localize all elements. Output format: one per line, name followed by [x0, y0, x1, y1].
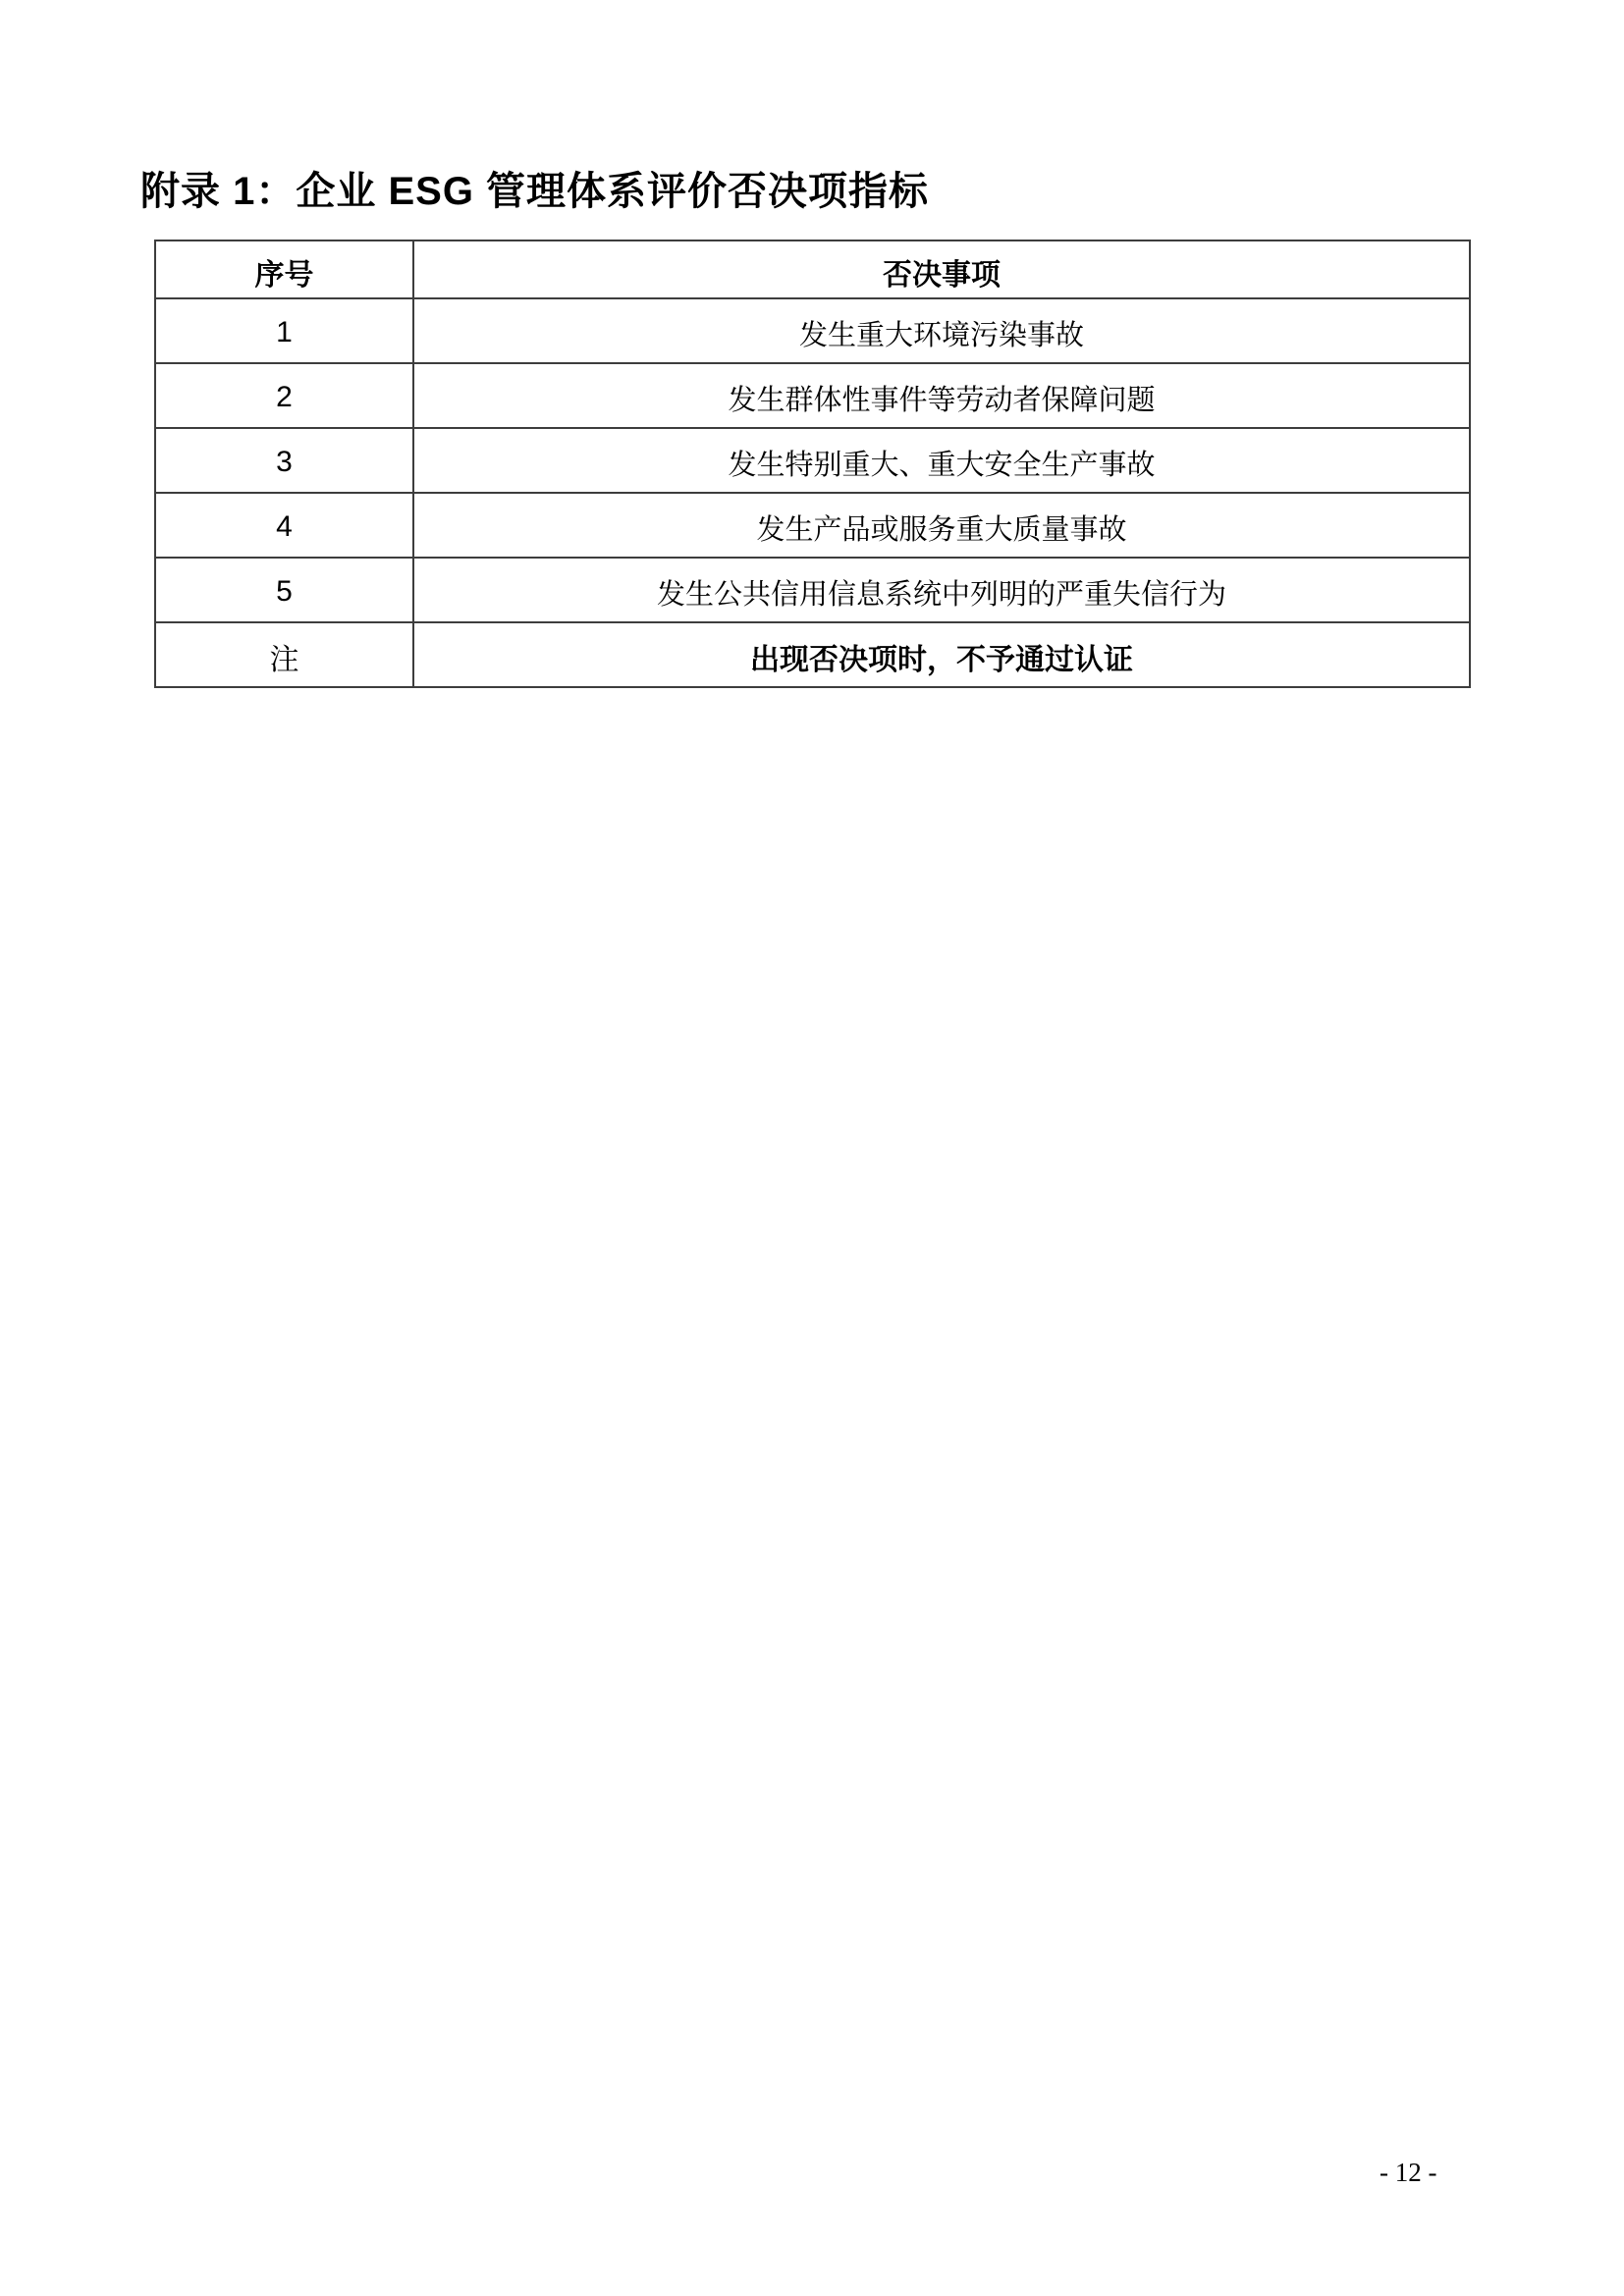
row-number-cell: 3	[155, 428, 413, 493]
veto-item-cell: 发生群体性事件等劳动者保障问题	[413, 363, 1470, 428]
table-row	[155, 558, 1470, 622]
note-label-cell: 注	[155, 622, 413, 687]
row-number-cell: 4	[155, 493, 413, 558]
col-header-number: 序号	[155, 240, 413, 298]
veto-item-cell: 发生特别重大、重大安全生产事故	[413, 428, 1470, 493]
page-number: - 12 -	[1380, 2158, 1437, 2187]
row-number-cell: 5	[155, 558, 413, 622]
veto-indicator-table	[154, 240, 1471, 688]
appendix-title: 附录 1：企业 ESG 管理体系评价否决项指标	[140, 170, 930, 213]
table-row	[155, 298, 1470, 363]
table-row	[155, 363, 1470, 428]
note-text-cell: 出现否决项时，不予通过认证	[413, 622, 1470, 687]
veto-item-cell: 发生重大环境污染事故	[413, 298, 1470, 363]
veto-item-cell: 发生产品或服务重大质量事故	[413, 493, 1470, 558]
table-header-row	[155, 240, 1470, 298]
veto-item-cell: 发生公共信用信息系统中列明的严重失信行为	[413, 558, 1470, 622]
row-number-cell: 2	[155, 363, 413, 428]
table-note-row	[155, 622, 1470, 687]
row-number-cell: 1	[155, 298, 413, 363]
table-row	[155, 428, 1470, 493]
table-row	[155, 493, 1470, 558]
col-header-item: 否决事项	[413, 240, 1470, 298]
